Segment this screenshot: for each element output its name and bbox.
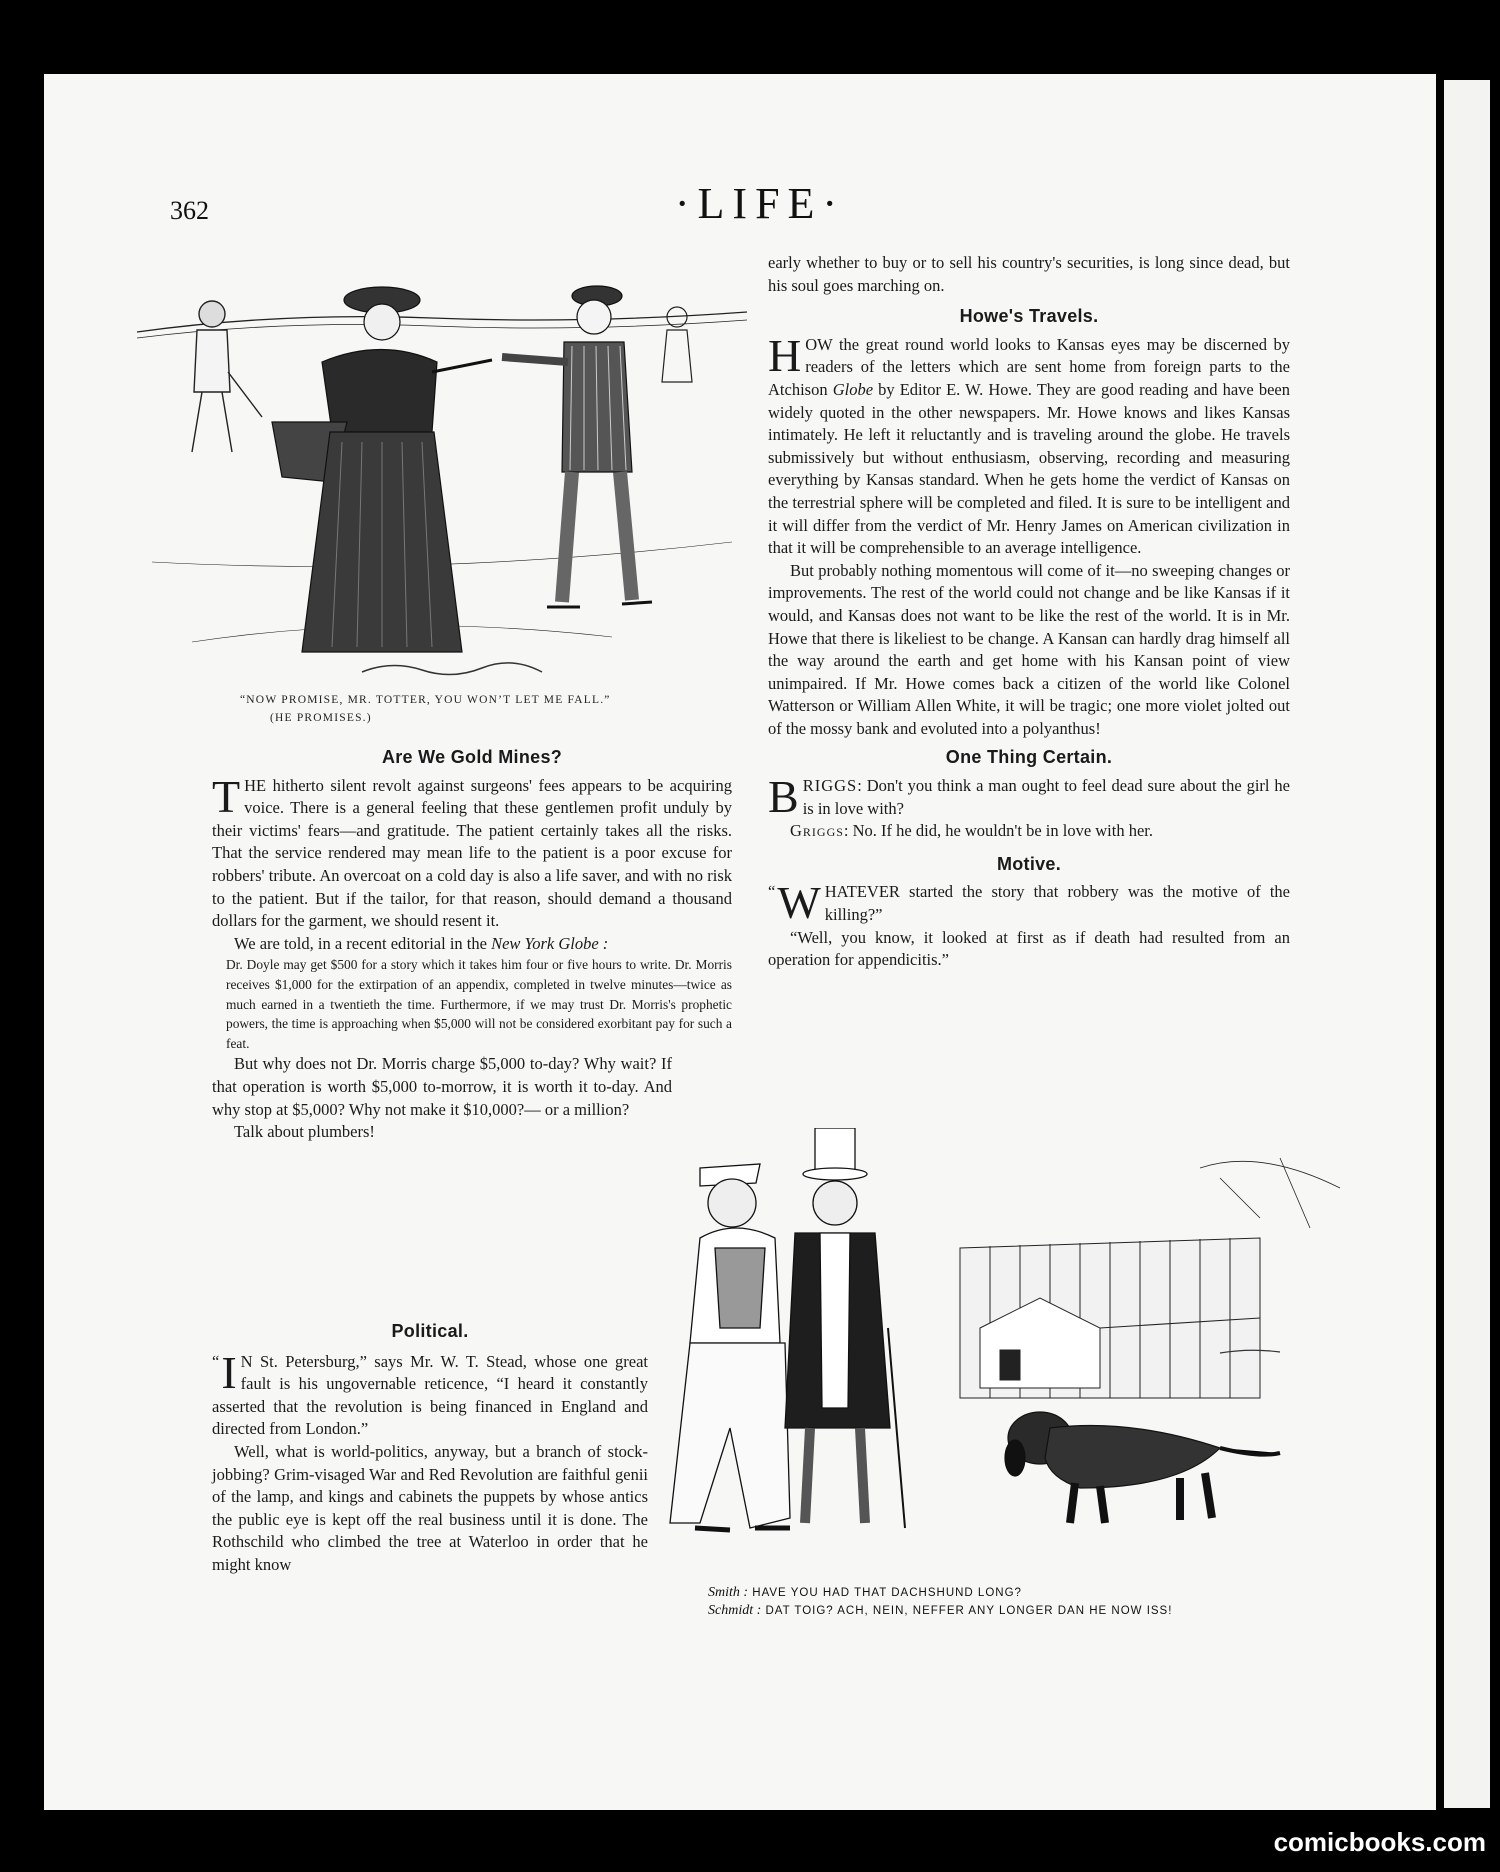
political-title: Political. [391, 1321, 469, 1341]
newspaper-name: New York Globe : [491, 933, 609, 953]
political-article: Political. “ I N St. Petersburg,” says Mr. W. T. Stead, whose one great fault is his ungovernable reticence, “I heard it constantly asserted that the revolution is being financed in England and directed from London.” Well, what is world-politics, anyway, but a branch of stock-jobbing? Grim-visaged War and Red Revolution are faithful genii of the lamp, and kings and cabinets the puppets by whose antics the public eye is kept off the real business until it is done. The Rothschild who climbed the tree at Waterloo in order that he might know [212, 1320, 648, 1577]
drop-cap: B [768, 771, 799, 823]
site-watermark: comicbooks.com [1273, 1827, 1486, 1857]
certain-line2: : No. If he did, he wouldn't be in love with her. [843, 821, 1154, 841]
bottom-caption [708, 1584, 1268, 1620]
gold-mines-p2: We are told, in a recent editorial in the [234, 933, 492, 953]
howe-title: Howe's Travels. [959, 306, 1099, 327]
skating-illustration [132, 282, 752, 687]
top-caption-line1: “NOW PROMISE, MR. TOTTER, YOU WON’T LET ME FALL.” [240, 694, 611, 706]
drop-cap: T [212, 770, 241, 822]
gold-mines-article [212, 746, 732, 1144]
motive-title: Motive. [996, 853, 1062, 874]
dachshund-illustration [660, 1128, 1400, 1580]
howe-p2: But probably nothing momentous will come of it—no sweeping changes or improvements. The rest of the world could not change and be like Kansas if it would, and Kansas does not want to be like the rest of the world. It is in Mr. Howe that there is likeliest to be change. A Kansan can hardly drag himself all the way around the earth and get home with his Kansan point of view unimpaired. If Mr. Howe comes back a citizen of the world like Colonel Watterson or William Allen White, it will be tragic; one more violet jolted out of the mossy bank and evoluted into a polyanthus! [768, 560, 1290, 738]
political-p2: Well, what is world-politics, anyway, but a branch of stock-jobbing? Grim-visaged War and Red Revolution are faithful genii of the lamp, and kings and cabinets the puppets by whose antics the public eye is kept off the real business until it is done. The Rothschild who climbed the tree at Waterloo in order that he might know [212, 1441, 648, 1574]
political-p1: N St. Petersburg,” says Mr. W. T. Stead, whose one great fault is his ungovernable reticence, “I heard it constantly asserted that the revolution is being financed in England and directed from London.” [212, 1351, 648, 1439]
right-column: early whether to buy or to sell his country's securities, is long since dead, but his soul goes marching on. Howe's Travels. HOW the great round world looks to Kansas eyes may be discerned by readers of the letters which are sent home from foreign parts to the Atchison Globe by Editor E. W. Howe. They are good reading and have been widely quoted in the other newspapers. Mr. Howe knows and likes Kansas intimately. He left it reluctantly and is traveling around the globe. He travels submissively but without enthusiasm, observing, recording and measuring everything by Kansas standard. When he gets home the verdict of Kansas on the terrestrial sphere will be completed and filed. It is sure to be intelligent and it will differ from the verdict of Mr. Henry James on American civilization in that it will be comprehensible to an average intelligence. But probably nothing momentous will come of it—no sweeping changes or improvements. The rest of the world could not change and be like Kansas if it would, and Kansas does not want to be like the rest of the world. It is in Mr. Howe that there is likeliest to be change. A Kansan can hardly drag himself all the way around the earth and get home with his Kansan point of view unimpaired. If Mr. Howe comes back a citizen of the world like Colonel Watterson or William Allen White, it will be tragic; one more violet jolted out of the mossy bank and evoluted into a polyanthus! One Thing Certain. BRIGGS: Don't you think a man ought to feel dead sure about the girl he is in love with? Griggs: No. If he did, he wouldn't be in love with her. Motive. “ W HATEVER started the story that robbery was the motive of the killing?” “Well, you know, it looked at first as if death had resulted from an operation for appendicitis.” [768, 252, 1290, 972]
caption-line2: DAT TOIG? ACH, NEIN, NEFFER ANY LONGER DAN HE NOW ISS! [765, 1605, 1173, 1617]
certain-line1: : Don't you think a man ought to feel dead sure about the girl he is in love with? [802, 776, 1290, 818]
howe-p1a: OW the great round world looks to Kansas eyes may be discerned by readers of the letters which are sent home from foreign parts to the Atchison [768, 334, 1290, 399]
caption-speaker1: Smith : [708, 1585, 749, 1600]
drop-cap: H [768, 329, 802, 381]
caption-line1: HAVE YOU HAD THAT DACHSHUND LONG? [752, 1587, 1022, 1599]
motive-p2: “Well, you know, it looked at first as if death had resulted from an operation for appendicitis.” [768, 927, 1290, 970]
continued-text: early whether to buy or to sell his country's securities, is long since dead, but his soul goes marching on. [768, 253, 1290, 295]
gold-mines-p4: Talk about plumbers! [234, 1122, 375, 1142]
page-number: 362 [170, 196, 209, 225]
adjacent-page-edge [1444, 80, 1490, 1808]
gold-mines-p3: But why does not Dr. Morris charge $5,000 to-day? Why wait? If that operation is worth $5,000 to-morrow, it is worth it to-day. And why stop at $5,000? Why not make it $10,000?— or a million? [212, 1054, 672, 1119]
quoted-editorial: Dr. Doyle may get $500 for a story which it takes him four or five hours to write. Dr. Morris receives $1,000 for the extirpation of an appendix, completed in twelve minutes—twice as much earned in a twentieth the time. Furthermore, if we may trust Dr. Morris's prophetic powers, the time is approaching when $5,000 will not be considered exorbitant pay for such a feat. [226, 957, 732, 1051]
gold-mines-p1: HE hitherto silent revolt against surgeons' fees appears to be acquiring voice. There is a general feeling that these gentlemen profit unduly by their victims' fears—and gratitude. The patient certainly takes all the risks. That the service rendered may mean life to the patient is a poor excuse for robbers' tribute. An overcoat on a cold day is also a life saver, and with no risk to the patient. But if the tailor, for that reason, should demand a thousand dollars for the garment, we should resent it. [212, 775, 732, 931]
motive-p1: HATEVER started the story that robbery was the motive of the killing?” [824, 882, 1290, 925]
caption-speaker2: Schmidt : [708, 1603, 762, 1618]
top-caption-line2: (HE PROMISES.) [270, 712, 372, 724]
drop-cap: I [221, 1346, 237, 1398]
drop-cap: W [777, 877, 821, 929]
gold-mines-title: Are We Gold Mines? [381, 747, 563, 767]
masthead: ·LIFE· [674, 179, 846, 228]
certain-title: One Thing Certain. [945, 747, 1113, 768]
